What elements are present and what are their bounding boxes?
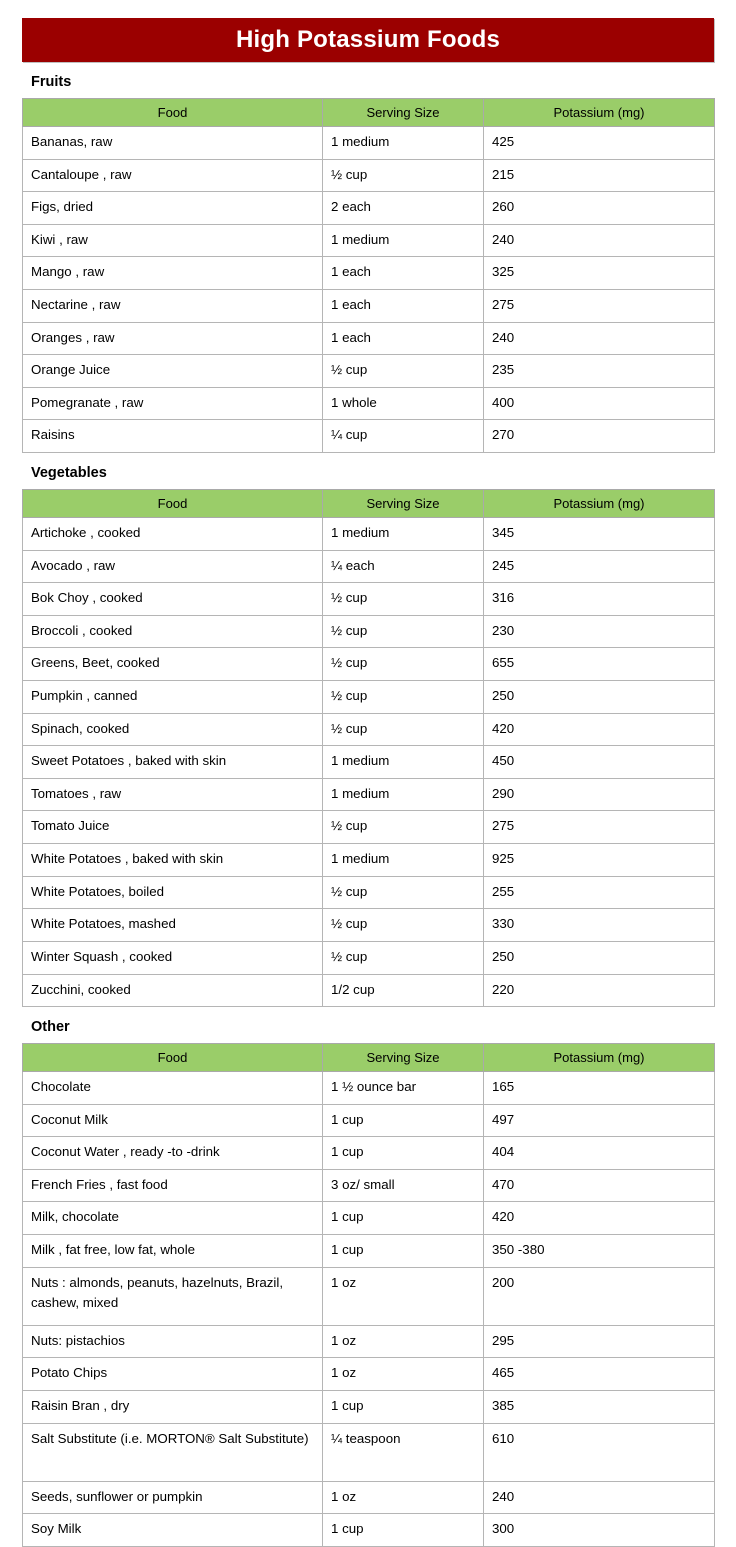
cell-serving-size: 1 cup: [323, 1235, 484, 1268]
cell-food: Nuts: pistachios: [23, 1325, 323, 1358]
cell-serving-size: ¼ cup: [323, 420, 484, 453]
column-header-food: Food: [23, 489, 323, 517]
cell-food: Bok Choy , cooked: [23, 583, 323, 616]
cell-serving-size: ½ cup: [323, 583, 484, 616]
cell-food: Coconut Water , ready -to -drink: [23, 1137, 323, 1170]
cell-potassium: 260: [484, 192, 715, 225]
section-other: [22, 1020, 714, 1547]
cell-potassium: 470: [484, 1169, 715, 1202]
cell-food: Milk , fat free, low fat, whole: [23, 1235, 323, 1268]
cell-potassium: 400: [484, 387, 715, 420]
cell-potassium: 385: [484, 1390, 715, 1423]
table-row: [23, 583, 715, 616]
table-row: [23, 746, 715, 779]
cell-food: Winter Squash , cooked: [23, 941, 323, 974]
cell-food: Oranges , raw: [23, 322, 323, 355]
table-row: [23, 192, 715, 225]
cell-food: White Potatoes, mashed: [23, 909, 323, 942]
table-row: [23, 1325, 715, 1358]
cell-food: Milk, chocolate: [23, 1202, 323, 1235]
cell-food: Salt Substitute (i.e. MORTON® Salt Substitute): [23, 1423, 323, 1481]
table-fruits: [22, 98, 715, 453]
table-row: [23, 1202, 715, 1235]
cell-food: Tomato Juice: [23, 811, 323, 844]
column-header-food: Food: [23, 98, 323, 126]
cell-serving-size: ½ cup: [323, 876, 484, 909]
cell-serving-size: ½ cup: [323, 648, 484, 681]
cell-serving-size: 1 oz: [323, 1267, 484, 1325]
table-row: [23, 1104, 715, 1137]
cell-serving-size: 3 oz/ small: [323, 1169, 484, 1202]
cell-food: Tomatoes , raw: [23, 778, 323, 811]
cell-potassium: 295: [484, 1325, 715, 1358]
cell-potassium: 220: [484, 974, 715, 1007]
table-row: [23, 1423, 715, 1481]
cell-serving-size: 1 ½ ounce bar: [323, 1072, 484, 1105]
cell-potassium: 655: [484, 648, 715, 681]
cell-serving-size: ½ cup: [323, 909, 484, 942]
table-row: [23, 1267, 715, 1325]
sections-container: [0, 75, 736, 1547]
cell-potassium: 316: [484, 583, 715, 616]
cell-food: Raisins: [23, 420, 323, 453]
cell-potassium: 450: [484, 746, 715, 779]
cell-food: Coconut Milk: [23, 1104, 323, 1137]
page-banner: [22, 18, 714, 62]
cell-potassium: 250: [484, 681, 715, 714]
cell-potassium: 325: [484, 257, 715, 290]
cell-food: Figs, dried: [23, 192, 323, 225]
cell-food: Broccoli , cooked: [23, 615, 323, 648]
cell-potassium: 240: [484, 322, 715, 355]
cell-serving-size: 1 cup: [323, 1390, 484, 1423]
section-title: Other: [31, 1019, 70, 1036]
table-other: [22, 1043, 715, 1547]
cell-food: Raisin Bran , dry: [23, 1390, 323, 1423]
table-row: [23, 844, 715, 877]
cell-serving-size: 1 each: [323, 322, 484, 355]
cell-potassium: 245: [484, 550, 715, 583]
table-row: [23, 1137, 715, 1170]
cell-serving-size: ½ cup: [323, 811, 484, 844]
cell-food: Sweet Potatoes , baked with skin: [23, 746, 323, 779]
cell-serving-size: ½ cup: [323, 355, 484, 388]
cell-serving-size: 1 oz: [323, 1358, 484, 1391]
cell-serving-size: 1 cup: [323, 1514, 484, 1547]
table-header-row: [23, 1044, 715, 1072]
table-row: [23, 126, 715, 159]
cell-serving-size: 1 medium: [323, 746, 484, 779]
table-row: [23, 681, 715, 714]
cell-serving-size: 1 each: [323, 289, 484, 322]
table-row: [23, 224, 715, 257]
cell-serving-size: 2 each: [323, 192, 484, 225]
column-header-potassium: Potassium (mg): [484, 489, 715, 517]
cell-potassium: 420: [484, 713, 715, 746]
cell-potassium: 404: [484, 1137, 715, 1170]
cell-potassium: 425: [484, 126, 715, 159]
cell-potassium: 240: [484, 1481, 715, 1514]
cell-food: Mango , raw: [23, 257, 323, 290]
cell-potassium: 330: [484, 909, 715, 942]
table-row: [23, 322, 715, 355]
table-row: [23, 811, 715, 844]
cell-serving-size: 1 each: [323, 257, 484, 290]
cell-potassium: 497: [484, 1104, 715, 1137]
cell-food: White Potatoes , baked with skin: [23, 844, 323, 877]
table-row: [23, 355, 715, 388]
column-header-serving-size: Serving Size: [323, 1044, 484, 1072]
cell-serving-size: 1 medium: [323, 517, 484, 550]
page-title: High Potassium Foods: [235, 26, 500, 53]
cell-serving-size: ½ cup: [323, 681, 484, 714]
table-row: [23, 909, 715, 942]
table-row: [23, 1072, 715, 1105]
cell-food: Pomegranate , raw: [23, 387, 323, 420]
cell-food: Orange Juice: [23, 355, 323, 388]
table-row: [23, 159, 715, 192]
cell-potassium: 465: [484, 1358, 715, 1391]
cell-potassium: 255: [484, 876, 715, 909]
cell-potassium: 215: [484, 159, 715, 192]
cell-serving-size: 1 cup: [323, 1137, 484, 1170]
cell-food: Kiwi , raw: [23, 224, 323, 257]
cell-food: Avocado , raw: [23, 550, 323, 583]
table-row: [23, 420, 715, 453]
table-row: [23, 257, 715, 290]
cell-potassium: 165: [484, 1072, 715, 1105]
column-header-serving-size: Serving Size: [323, 98, 484, 126]
cell-food: French Fries , fast food: [23, 1169, 323, 1202]
cell-serving-size: ¼ each: [323, 550, 484, 583]
table-row: [23, 1235, 715, 1268]
table-row: [23, 876, 715, 909]
column-header-potassium: Potassium (mg): [484, 98, 715, 126]
cell-potassium: 200: [484, 1267, 715, 1325]
cell-food: Seeds, sunflower or pumpkin: [23, 1481, 323, 1514]
cell-serving-size: ½ cup: [323, 941, 484, 974]
potassium-foods-page: [0, 18, 736, 1537]
table-row: [23, 1514, 715, 1547]
cell-serving-size: 1 cup: [323, 1104, 484, 1137]
table-row: [23, 550, 715, 583]
cell-potassium: 350 -380: [484, 1235, 715, 1268]
cell-potassium: 275: [484, 289, 715, 322]
cell-potassium: 250: [484, 941, 715, 974]
cell-serving-size: 1/2 cup: [323, 974, 484, 1007]
cell-serving-size: 1 whole: [323, 387, 484, 420]
cell-food: Artichoke , cooked: [23, 517, 323, 550]
cell-potassium: 240: [484, 224, 715, 257]
table-row: [23, 974, 715, 1007]
section-title: Vegetables: [31, 465, 107, 482]
table-row: [23, 1390, 715, 1423]
table-row: [23, 941, 715, 974]
cell-serving-size: ½ cup: [323, 713, 484, 746]
table-row: [23, 778, 715, 811]
table-row: [23, 1358, 715, 1391]
table-row: [23, 1481, 715, 1514]
cell-serving-size: 1 oz: [323, 1325, 484, 1358]
table-row: [23, 713, 715, 746]
cell-food: Pumpkin , canned: [23, 681, 323, 714]
cell-serving-size: 1 medium: [323, 778, 484, 811]
cell-food: Greens, Beet, cooked: [23, 648, 323, 681]
cell-food: Zucchini, cooked: [23, 974, 323, 1007]
table-row: [23, 648, 715, 681]
cell-food: Nuts : almonds, peanuts, hazelnuts, Brazil, cashew, mixed: [23, 1267, 323, 1325]
cell-food: White Potatoes, boiled: [23, 876, 323, 909]
cell-food: Spinach, cooked: [23, 713, 323, 746]
cell-potassium: 270: [484, 420, 715, 453]
cell-food: Bananas, raw: [23, 126, 323, 159]
cell-potassium: 275: [484, 811, 715, 844]
table-row: [23, 289, 715, 322]
table-header-row: [23, 489, 715, 517]
cell-potassium: 420: [484, 1202, 715, 1235]
cell-serving-size: ½ cup: [323, 615, 484, 648]
cell-food: Cantaloupe , raw: [23, 159, 323, 192]
cell-serving-size: ¼ teaspoon: [323, 1423, 484, 1481]
cell-potassium: 610: [484, 1423, 715, 1481]
cell-potassium: 300: [484, 1514, 715, 1547]
cell-serving-size: 1 oz: [323, 1481, 484, 1514]
section-fruits: [22, 75, 714, 453]
cell-serving-size: 1 medium: [323, 224, 484, 257]
cell-serving-size: 1 medium: [323, 126, 484, 159]
cell-potassium: 290: [484, 778, 715, 811]
column-header-food: Food: [23, 1044, 323, 1072]
column-header-serving-size: Serving Size: [323, 489, 484, 517]
cell-potassium: 925: [484, 844, 715, 877]
table-row: [23, 615, 715, 648]
section-title: Fruits: [31, 74, 72, 90]
table-header-row: [23, 98, 715, 126]
column-header-potassium: Potassium (mg): [484, 1044, 715, 1072]
cell-potassium: 235: [484, 355, 715, 388]
cell-food: Nectarine , raw: [23, 289, 323, 322]
cell-serving-size: 1 medium: [323, 844, 484, 877]
table-row: [23, 387, 715, 420]
cell-serving-size: 1 cup: [323, 1202, 484, 1235]
cell-potassium: 230: [484, 615, 715, 648]
table-row: [23, 1169, 715, 1202]
cell-food: Potato Chips: [23, 1358, 323, 1391]
cell-food: Chocolate: [23, 1072, 323, 1105]
table-row: [23, 517, 715, 550]
cell-potassium: 345: [484, 517, 715, 550]
section-vegetables: [22, 466, 714, 1007]
cell-serving-size: ½ cup: [323, 159, 484, 192]
table-vegetables: [22, 489, 715, 1007]
cell-food: Soy Milk: [23, 1514, 323, 1547]
